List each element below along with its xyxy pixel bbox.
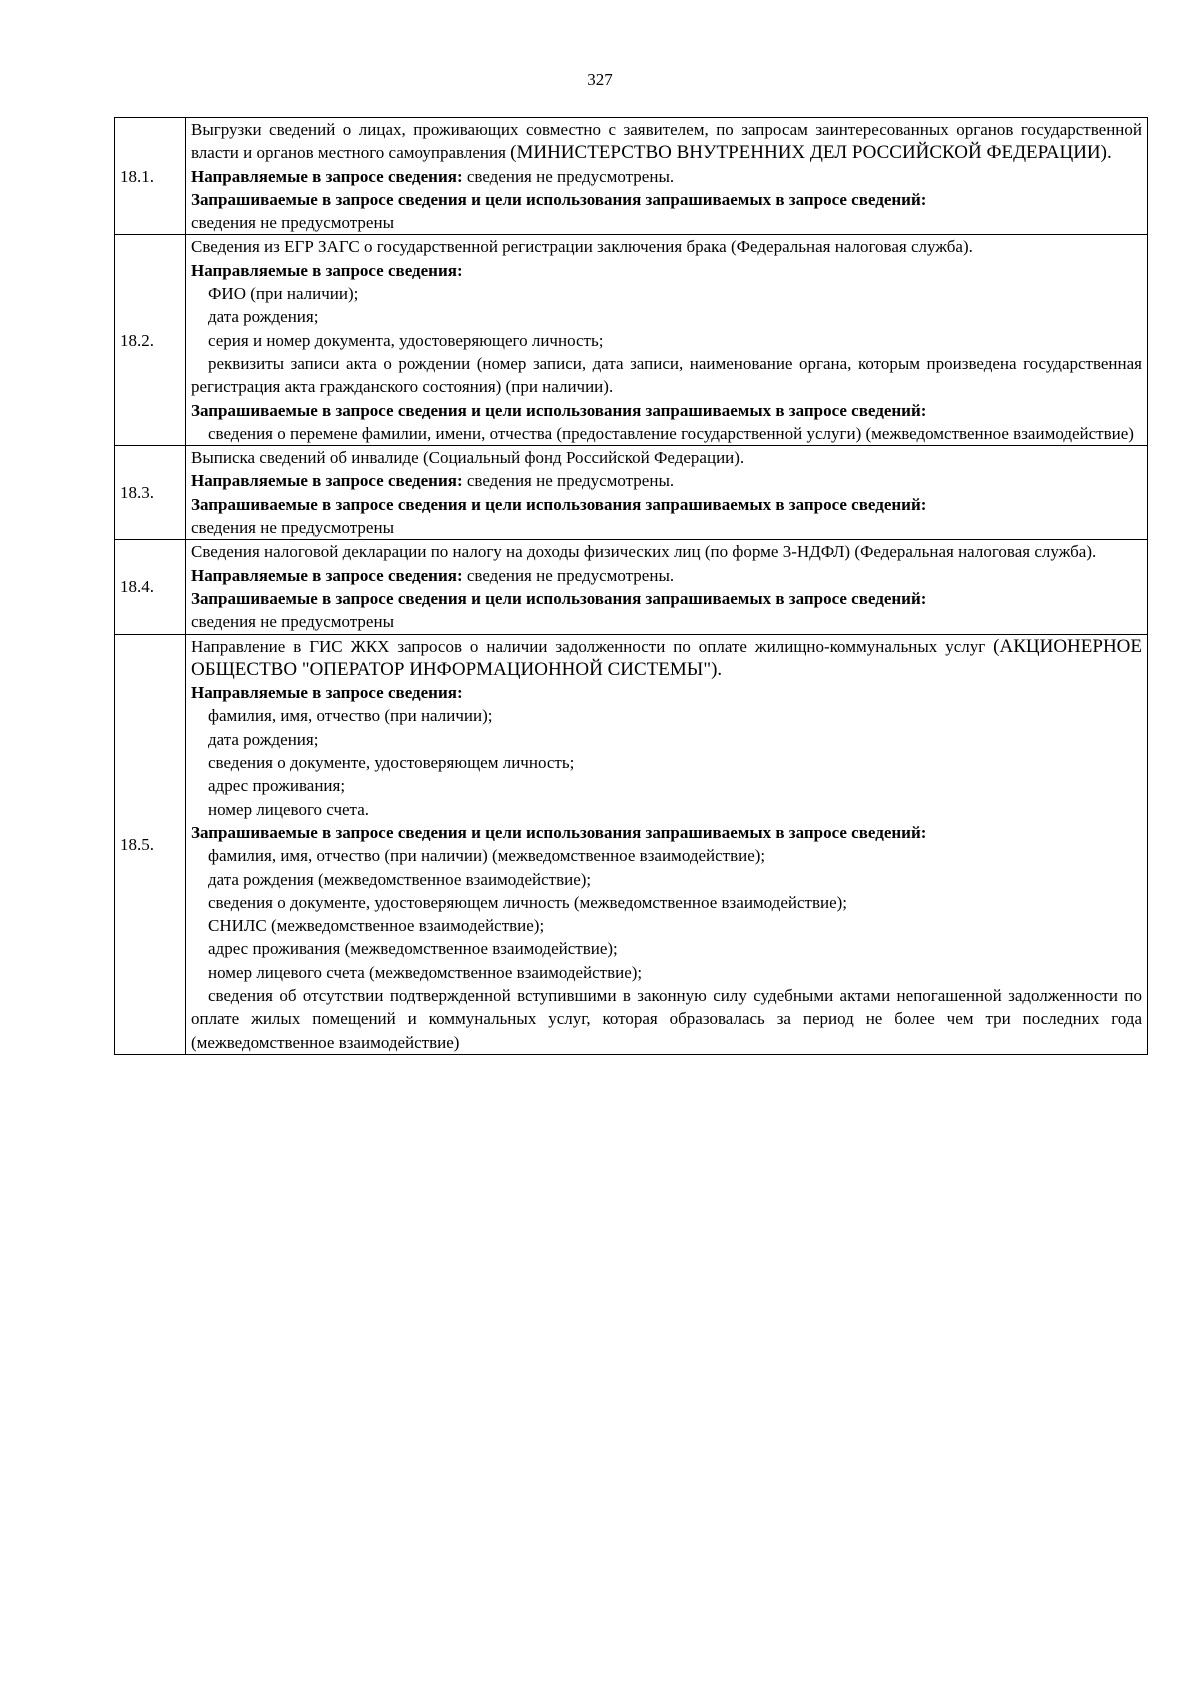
sent-value: сведения не предусмотрены. <box>462 166 675 186</box>
sent-value: сведения не предусмотрены. <box>462 471 675 491</box>
list-item: адрес проживания (межведомственное взаимодействие); <box>208 939 618 959</box>
row-intro: Выписка сведений об инвалиде (Социальный фонд Российской Федерации). <box>191 448 745 468</box>
row-intro: Сведения налоговой декларации по налогу на доходы физических лиц (по форме 3-НДФЛ) (Федеральная налоговая служба). <box>191 542 1097 562</box>
requested-value: сведения о перемене фамилии, имени, отчества (предоставление государственной услуги) (межведомственное взаимодействие) <box>208 423 1134 443</box>
table-row <box>115 634 1148 1054</box>
intro-text: Направление в ГИС ЖКХ запросов о наличии задолженности по оплате жилищно-коммунальных услуг <box>191 636 994 656</box>
row-number: 18.2. <box>115 235 186 446</box>
row-number: 18.1. <box>115 118 186 235</box>
intro-text: Выгрузки сведений о лицах, проживающих совместно с заявителем, по запросам заинтересованных органов государственной власти и органов местного самоуправления <box>191 120 1142 163</box>
list-item: сведения о документе, удостоверяющем личность (межведомственное взаимодействие); <box>208 892 848 912</box>
list-item: серия и номер документа, удостоверяющего личность; <box>208 330 604 350</box>
row-intro <box>191 635 1142 682</box>
table-row <box>115 235 1148 446</box>
list-item: фамилия, имя, отчество (при наличии) (межведомственное взаимодействие); <box>208 846 766 866</box>
sent-label: Направляемые в запросе сведения: <box>191 471 463 491</box>
list-item: сведения о документе, удостоверяющем личность; <box>208 753 575 773</box>
requested-value: сведения не предусмотрены <box>191 612 394 632</box>
row-intro: Сведения из ЕГР ЗАГС о государственной регистрации заключения брака (Федеральная налоговая служба). <box>191 237 973 257</box>
row-content <box>186 446 1148 540</box>
requested-label: Запрашиваемые в запросе сведения и цели использования запрашиваемых в запросе сведений: <box>191 494 927 514</box>
sent-info <box>191 165 1142 188</box>
row-content <box>186 235 1148 446</box>
page-number: 327 <box>587 70 613 89</box>
list-item: дата рождения (межведомственное взаимодействие); <box>208 869 592 889</box>
table-row <box>115 446 1148 540</box>
row-number: 18.5. <box>115 634 186 1054</box>
sent-label: Направляемые в запросе сведения: <box>191 260 463 280</box>
list-item: дата рождения; <box>208 307 319 327</box>
requested-label: Запрашиваемые в запросе сведения и цели использования запрашиваемых в запросе сведений: <box>191 189 927 209</box>
table-row <box>115 118 1148 235</box>
list-item: дата рождения; <box>208 729 319 749</box>
row-intro <box>191 118 1142 165</box>
row-number: 18.3. <box>115 446 186 540</box>
sent-info <box>191 564 1142 587</box>
list-item: СНИЛС (межведомственное взаимодействие); <box>208 916 545 936</box>
row-content <box>186 634 1148 1054</box>
requested-label: Запрашиваемые в запросе сведения и цели использования запрашиваемых в запросе сведений: <box>191 588 927 608</box>
requested-value: сведения не предусмотрены <box>191 518 394 538</box>
sent-label: Направляемые в запросе сведения: <box>191 565 463 585</box>
intro-agency: (АКЦИОНЕРНОЕ ОБЩЕСТВО "ОПЕРАТОР ИНФОРМАЦИОННОЙ СИСТЕМЫ"). <box>191 635 1142 680</box>
list-item: адрес проживания; <box>208 776 346 796</box>
table-row <box>115 540 1148 634</box>
requested-label: Запрашиваемые в запросе сведения и цели использования запрашиваемых в запросе сведений: <box>191 400 927 420</box>
list-item: фамилия, имя, отчество (при наличии); <box>208 706 493 726</box>
row-content <box>186 118 1148 235</box>
list-item: номер лицевого счета. <box>208 799 369 819</box>
list-item: сведения об отсутствии подтвержденной вступившими в законную силу судебными актами непогашенной задолженности по оплате жилых помещений и коммунальных услуг, которая образовалась за период не более чем три последних года (межведомственное взаимодействие) <box>191 985 1142 1052</box>
row-number: 18.4. <box>115 540 186 634</box>
sent-label: Направляемые в запросе сведения: <box>191 166 463 186</box>
sent-info <box>191 469 1142 492</box>
requested-value: сведения не предусмотрены <box>191 213 394 233</box>
services-table <box>114 117 1148 1055</box>
list-item: реквизиты записи акта о рождении (номер записи, дата записи, наименование органа, которым произведена государственная регистрация акта гражданского состояния) (при наличии). <box>191 353 1142 397</box>
sent-value: сведения не предусмотрены. <box>462 565 675 585</box>
list-item: ФИО (при наличии); <box>208 284 359 304</box>
row-content <box>186 540 1148 634</box>
requested-label: Запрашиваемые в запросе сведения и цели использования запрашиваемых в запросе сведений: <box>191 822 927 842</box>
list-item: номер лицевого счета (межведомственное взаимодействие); <box>208 962 643 982</box>
intro-agency: (МИНИСТЕРСТВО ВНУТРЕННИХ ДЕЛ РОССИЙСКОЙ ФЕДЕРАЦИИ). <box>510 142 1112 164</box>
sent-label: Направляемые в запросе сведения: <box>191 683 463 703</box>
